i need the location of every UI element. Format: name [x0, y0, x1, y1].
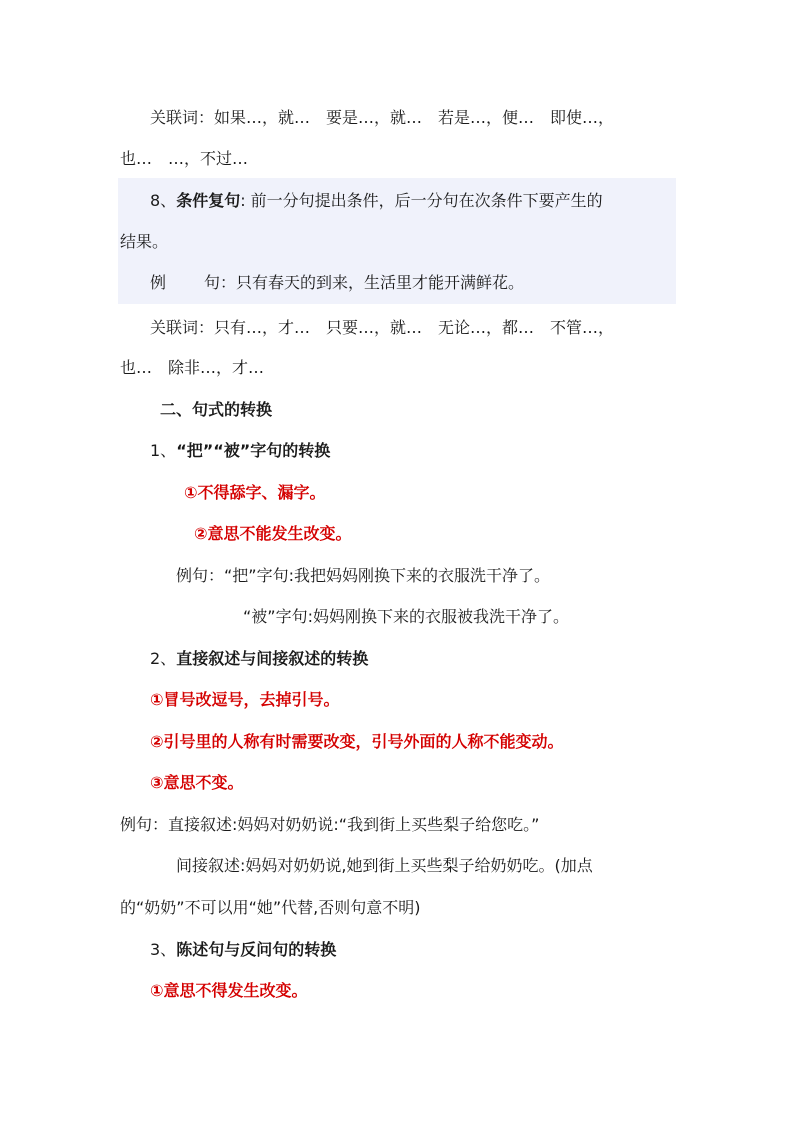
example-label-a: 例 [150, 273, 167, 292]
sub2-rule-2: ②引号里的人称有时需要改变，引号外面的人称不能变动。 [150, 732, 564, 751]
sub1-title [150, 440, 330, 462]
example-label-b: 句： [204, 273, 237, 292]
sub3-number: 3、 [150, 940, 177, 959]
example-text: 只有春天的到来，生活里才能开满鲜花。 [236, 273, 525, 292]
sub1-example-bei: “被”字句:妈妈刚换下来的衣服被我洗干净了。 [243, 607, 569, 626]
connectives2-line-2: 也… 除非…，才… [120, 358, 265, 377]
item8-example [150, 272, 524, 294]
item8-definition: : 前一分句提出条件，后一分句在次条件下要产生的 [240, 191, 603, 210]
sub2-title [150, 648, 368, 670]
example-ba-text: “把”字句:我把妈妈刚换下来的衣服洗干净了。 [224, 566, 550, 585]
sub1-quote-ba: “把” [176, 441, 214, 460]
sub2-example-direct [120, 814, 539, 836]
sub2-number: 2、 [150, 649, 177, 668]
connectives-line-2: 也… …，不过… [120, 149, 249, 168]
sub1-quote-bei: “被” [213, 441, 251, 460]
example-label: 例句： [176, 566, 225, 585]
connectives2-line-1: 关联词：只有…，才… 只要…，就… 无论…，都… 不管…， [150, 318, 615, 337]
section-heading: 二、句式的转换 [160, 400, 273, 419]
item8-line-2: 结果。 [120, 232, 169, 251]
sub2-example-indirect-2: 的“奶奶”不可以用“她”代替,否则句意不明) [120, 898, 421, 917]
item8-term: 条件复句 [176, 191, 241, 210]
connectives-line-1: 关联词：如果…，就… 要是…，就… 若是…，便… 即使…， [150, 108, 615, 127]
sub2-rule-3: ③意思不变。 [150, 773, 244, 792]
sub2-rule-1: ①冒号改逗号，去掉引号。 [150, 690, 340, 709]
sub2-example-indirect-1: 间接叙述:妈妈对奶奶说,她到街上买些梨子给奶奶吃。(加点 [176, 856, 593, 875]
item8-line-1 [150, 190, 603, 212]
sub1-rule-1: ①不得舔字、漏字。 [184, 483, 326, 502]
sub1-rule-2: ②意思不能发生改变。 [194, 524, 352, 543]
item8-number: 8、 [150, 191, 177, 210]
example-label: 例句： [120, 815, 169, 834]
sub1-number: 1、 [150, 441, 177, 460]
sub1-example-ba [176, 565, 550, 587]
sub1-title-rest: 字句的转换 [250, 441, 331, 460]
sub2-title-text: 直接叙述与间接叙述的转换 [176, 649, 369, 668]
sub3-title-text: 陈述句与反问句的转换 [176, 940, 337, 959]
sub3-rule-1: ①意思不得发生改变。 [150, 981, 308, 1000]
example-direct-text: 直接叙述:妈妈对奶奶说:“我到街上买些梨子给您吃。” [168, 815, 540, 834]
sub3-title [150, 939, 336, 961]
